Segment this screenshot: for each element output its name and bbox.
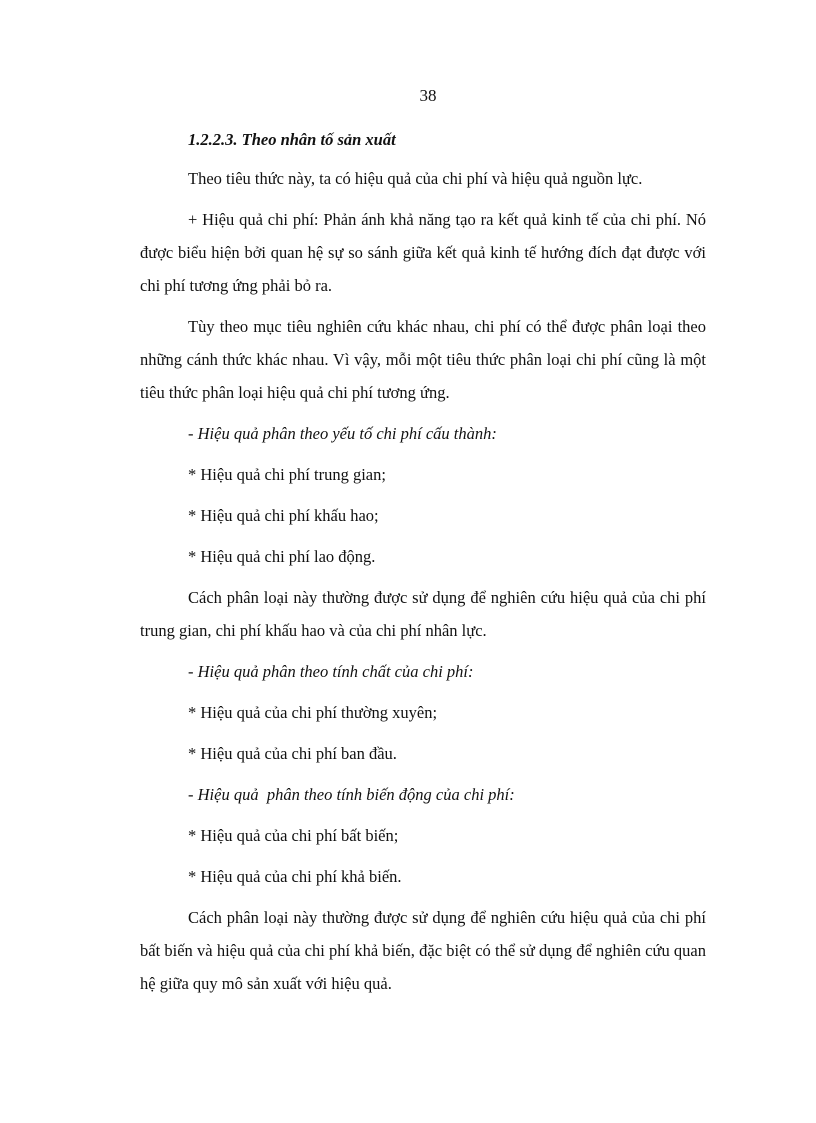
group1-note: Cách phân loại này thường được sử dụng để nghiên cứu hiệu quả của chi phí trung gian, chi phí khấu hao và của chi phí nhân lực. xyxy=(140,588,706,640)
cost-efficiency-paragraph: + Hiệu quả chi phí: Phản ánh khả năng tạo ra kết quả kinh tế của chi phí. Nó được biểu hiện bởi quan hệ sự so sánh giữa kết quả kinh tế hướng đích đạt được với chi phí tương ứng phải bỏ ra. xyxy=(140,210,706,295)
group3-item: * Hiệu quả của chi phí khả biến. xyxy=(188,867,402,886)
classification-paragraph: Tùy theo mục tiêu nghiên cứu khác nhau, chi phí có thể được phân loại theo những cánh thức khác nhau. Vì vậy, mỗi một tiêu thức phân loại chi phí cũng là một tiêu thức phân loại hiệu quả chi phí tương ứng. xyxy=(140,317,706,402)
group3-title: - Hiệu quả phân theo tính biến động của chi phí: xyxy=(188,785,515,804)
group3-note: Cách phân loại này thường được sử dụng để nghiên cứu hiệu quả của chi phí bất biến và hiệu quả của chi phí khả biến, đặc biệt có thể sử dụng để nghiên cứu quan hệ giữa quy mô sản xuất với hiệu quả. xyxy=(140,908,706,993)
page-content xyxy=(140,126,706,1008)
group2-title: - Hiệu quả phân theo tính chất của chi phí: xyxy=(188,662,474,681)
group1-item: * Hiệu quả chi phí lao động. xyxy=(188,547,376,566)
group3-item: * Hiệu quả của chi phí bất biến; xyxy=(188,826,399,845)
group2-item: * Hiệu quả của chi phí ban đầu. xyxy=(188,744,397,763)
group1-item: * Hiệu quả chi phí trung gian; xyxy=(188,465,386,484)
section-heading: 1.2.2.3. Theo nhân tố sản xuất xyxy=(188,130,396,149)
group1-title: - Hiệu quả phân theo yếu tố chi phí cấu thành: xyxy=(188,424,497,443)
page-number: 38 xyxy=(419,86,437,105)
group2-item: * Hiệu quả của chi phí thường xuyên; xyxy=(188,703,438,722)
intro-paragraph: Theo tiêu thức này, ta có hiệu quả của chi phí và hiệu quả nguồn lực. xyxy=(188,169,643,188)
group1-item: * Hiệu quả chi phí khấu hao; xyxy=(188,506,379,525)
